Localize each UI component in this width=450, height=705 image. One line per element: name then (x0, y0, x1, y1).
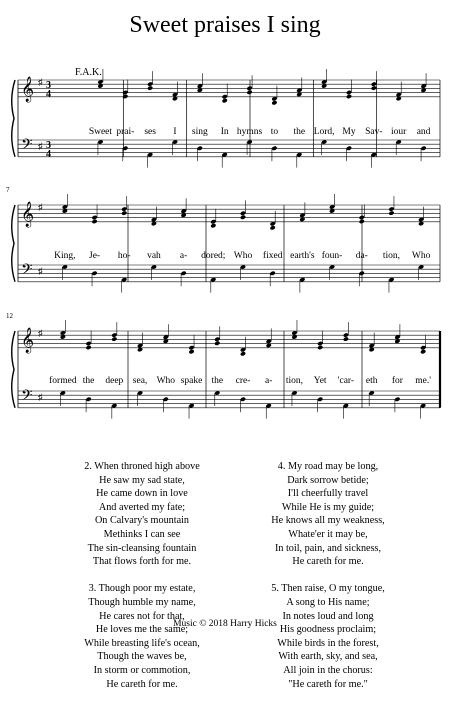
note-head (343, 336, 349, 341)
bass-clef: 𝄢 (21, 387, 33, 408)
note-head (346, 90, 352, 95)
note-head (240, 397, 246, 402)
note-head (394, 397, 400, 402)
note-head (371, 81, 377, 86)
lyric-syllable: eth (365, 376, 378, 386)
lyric-syllable: In (220, 127, 229, 137)
note-head (91, 271, 97, 276)
bass-clef: 𝄢 (21, 261, 33, 282)
verse-line: All join in the chorus: (283, 664, 373, 676)
verse-line: He saw my sad state, (99, 474, 185, 486)
note-head (317, 341, 323, 346)
verse-line: While birds in the forest, (277, 637, 379, 649)
note-head (240, 215, 246, 220)
lyric-syllable: a- (179, 251, 188, 261)
note-head (147, 81, 153, 86)
verse-line: While breasting life's ocean, (84, 637, 200, 649)
lyric-syllable: to (270, 127, 279, 137)
note-head (147, 85, 153, 90)
treble-clef: 𝄞 (21, 328, 35, 353)
verse-stanza (42, 460, 242, 569)
lyric-syllable: Sweet (88, 127, 113, 137)
verse-line: In notes loud and long (282, 610, 374, 622)
lyric-syllable: ho- (117, 251, 131, 261)
verse-line: 3. Though poor my estate, (88, 583, 196, 595)
verses-left-column (42, 460, 242, 705)
lyric-syllable: foun- (321, 251, 343, 261)
lyric-syllable: ses (144, 127, 156, 137)
copyright-footer: Music © 2018 Harry Hicks (173, 619, 277, 629)
note-head (420, 349, 426, 354)
note-head (420, 146, 426, 151)
lyric-syllable: tion, (285, 376, 304, 386)
verse-line: He cares not for that, (99, 610, 185, 622)
lyric-syllable: I (173, 127, 177, 137)
sharp-key-signature: ♯ (38, 392, 43, 402)
lyric-syllable: me.' (415, 376, 431, 386)
verse-line: Dark sorrow betide; (287, 474, 369, 486)
note-head (91, 215, 97, 220)
verse-line: Though humble my name, (88, 596, 196, 608)
time-signature-top: 3 (46, 140, 51, 151)
verses-right-column (228, 460, 428, 705)
verse-line: 2. When throned high above (84, 461, 200, 472)
note-head (270, 271, 276, 276)
note-head (111, 332, 117, 337)
lyric-syllable: a- (265, 376, 273, 386)
note-head (214, 341, 220, 346)
verse-line: 4. My road may be long, (277, 461, 379, 472)
note-head (121, 210, 127, 215)
lyric-syllable: the (211, 376, 224, 386)
note-head (317, 345, 323, 350)
note-head (420, 345, 426, 350)
note-head (240, 351, 246, 356)
verse-line: His goodness proclaim; (279, 624, 377, 636)
note-head (271, 100, 277, 105)
note-head (388, 206, 394, 211)
note-head (246, 90, 252, 95)
note-head (246, 86, 252, 91)
note-head (346, 146, 352, 151)
lyric-syllable: da- (355, 251, 368, 261)
lyric-syllable: 'car- (337, 376, 355, 386)
lyric-syllable: My (342, 127, 356, 137)
lyric-syllable: for (391, 376, 403, 386)
lyric-syllable: Je- (88, 251, 101, 261)
note-head (86, 397, 92, 402)
note-head (111, 336, 117, 341)
verse-line: "He careth for me." (288, 678, 368, 690)
note-head (181, 271, 187, 276)
time-signature-top: 3 (46, 80, 51, 91)
note-head (163, 397, 169, 402)
verse-line: He came down in love (96, 488, 188, 500)
verse-line: And averted my fate; (98, 501, 186, 513)
note-head (240, 211, 246, 216)
verse-line: Whate'er it may be, (288, 528, 368, 540)
note-head (188, 345, 194, 350)
note-head (371, 85, 377, 90)
sharp-key-signature: ♯ (38, 266, 43, 276)
lyric-syllable: Who (411, 251, 431, 261)
verse-line: In storm or commotion, (93, 664, 191, 676)
verse-line: 5. Then raise, O my tongue, (271, 583, 385, 595)
lyric-syllable: fixed (262, 251, 283, 261)
note-head (343, 332, 349, 337)
lyric-syllable: hymns (236, 127, 263, 137)
lyric-syllable: Who (156, 376, 176, 386)
brace (12, 80, 15, 157)
note-head (271, 146, 277, 151)
brace (12, 331, 15, 408)
verse-line: He careth for me. (292, 556, 364, 568)
sharp-key-signature: ♯ (38, 202, 43, 212)
composer-credit: F.A.K. (75, 67, 102, 78)
verse-line: The sin-cleansing fountain (87, 542, 197, 554)
lyric-syllable: Lord, (313, 127, 335, 137)
note-head (222, 94, 228, 99)
note-head (214, 337, 220, 342)
verse-line: A song to His name; (286, 596, 370, 608)
note-head (222, 98, 228, 103)
note-head (346, 94, 352, 99)
note-head (270, 225, 276, 230)
verse-line: That flows forth for me. (92, 556, 192, 568)
page-title: Sweet praises I sing (129, 12, 321, 38)
verse-line: On Calvary's mountain (94, 515, 190, 527)
note-head (86, 341, 92, 346)
note-head (317, 397, 323, 402)
verse-line: While He is my guide; (281, 501, 375, 513)
lyric-syllable: King, (54, 251, 76, 261)
lyric-syllable: prai- (116, 127, 135, 137)
verse-line: He knows all my weakness, (271, 515, 385, 527)
time-signature-bottom: 4 (46, 149, 51, 160)
lyric-syllable: and (416, 127, 431, 137)
verse-line: With earth, sky, and sea, (278, 651, 378, 663)
verse-stanza (228, 460, 428, 569)
lyric-syllable: the (293, 127, 306, 137)
lyric-syllable: spake (180, 376, 203, 386)
lyric-syllable: iour (391, 127, 407, 137)
note-head (359, 215, 365, 220)
lyric-syllable: deep (105, 376, 124, 386)
note-head (91, 219, 97, 224)
measure-number: 7 (6, 186, 10, 194)
note-head (210, 223, 216, 228)
note-head (359, 219, 365, 224)
lyric-syllable: vah (147, 251, 161, 261)
lyric-syllable: Yet (313, 376, 327, 386)
verse-line: Though the waves be, (97, 651, 187, 663)
note-head (197, 146, 203, 151)
note-head (121, 206, 127, 211)
lyric-syllable: formed (49, 376, 77, 386)
lyric-syllable: earth's (290, 251, 315, 261)
note-head (86, 345, 92, 350)
sharp-key-signature: ♯ (38, 328, 43, 338)
treble-clef: 𝄞 (21, 202, 35, 227)
note-head (188, 349, 194, 354)
verse-line: I'll cheerfully travel (287, 488, 369, 500)
lyric-syllable: sea, (132, 376, 148, 386)
lyric-syllable: cre- (235, 376, 251, 386)
treble-clef: 𝄞 (21, 77, 35, 102)
brace (12, 205, 15, 282)
time-signature-bottom: 4 (46, 89, 51, 100)
lyric-syllable: the (82, 376, 95, 386)
note-head (210, 219, 216, 224)
lyric-syllable: Sav- (365, 127, 383, 137)
lyric-syllable: Who (233, 251, 253, 261)
verse-line: In toil, pain, and sickness, (274, 542, 382, 554)
verse-line: He loves me the same; (95, 624, 189, 636)
lyric-syllable: dored; (201, 251, 226, 261)
lyric-syllable: sing (191, 127, 208, 137)
sharp-key-signature: ♯ (38, 77, 43, 87)
sharp-key-signature: ♯ (38, 141, 43, 151)
note-head (359, 271, 365, 276)
note-head (388, 210, 394, 215)
lyric-syllable: tion, (382, 251, 401, 261)
measure-number: 12 (6, 312, 13, 320)
verse-line: Methinks I can see (103, 528, 181, 540)
bass-clef: 𝄢 (21, 136, 33, 157)
verse-line: He careth for me. (106, 678, 178, 690)
